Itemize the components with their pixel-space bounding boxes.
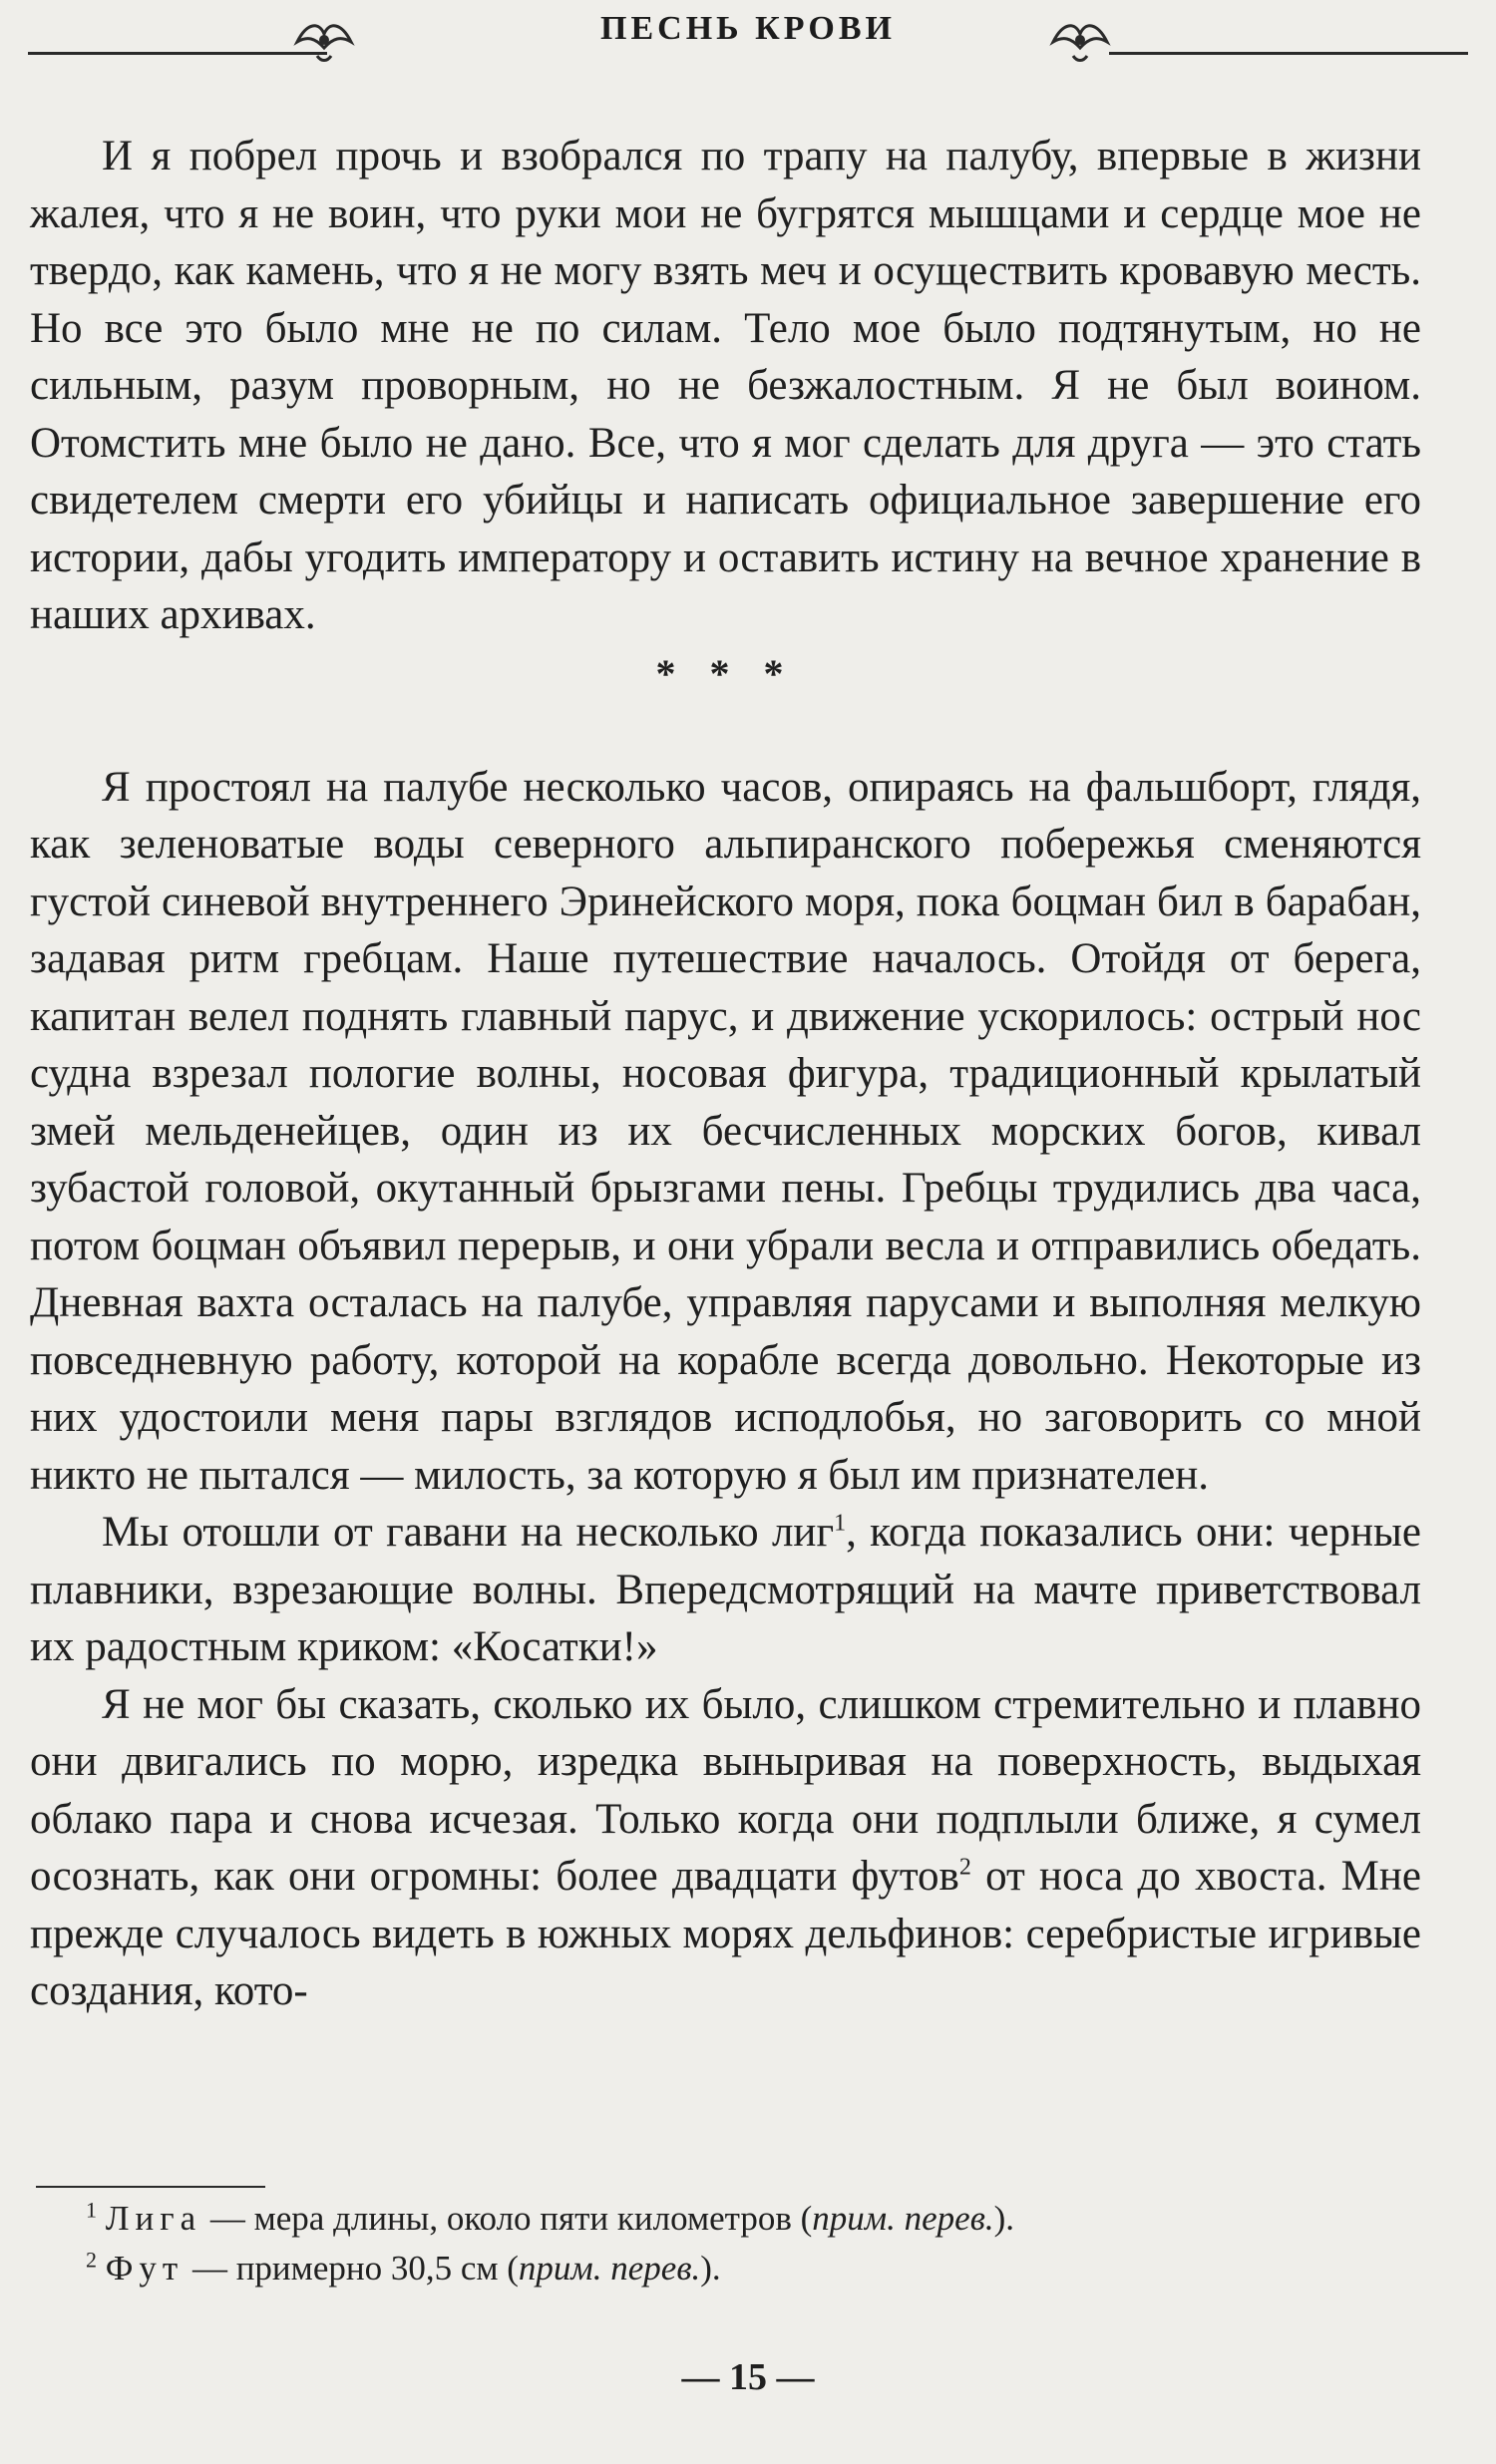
paragraph-text: от носа до хвоста. Мне прежде случалось видеть в южных морях дельфинов: серебристые игривые создания, кото- — [30, 1853, 1421, 2014]
footnote-rule — [36, 2186, 265, 2188]
paragraph-text: , когда показались они: черные плавники, взрезающие волны. Впередсмотрящий на мачте приветствовал их радостным криком: «Косатки!» — [30, 1509, 1422, 1670]
footnote — [86, 2194, 1382, 2244]
footnote — [86, 2244, 1382, 2293]
running-title: ПЕСНЬ КРОВИ — [600, 10, 896, 47]
footnote-text: — мера длины, около пяти километров ( — [201, 2199, 813, 2238]
paragraph: И я побрел прочь и взобрался по трапу на палубу, впервые в жизни жалея, что я не воин, что руки мои не бугрятся мышцами и сердце мое не твердо, как камень, что я не могу взять меч и осуществить кровавую месть. Но все это было мне не по силам. Тело мое было подтянутым, но не сильным, разум проворным, но не безжалостным. Я не был воином. Отомстить мне было не дано. Все, что я мог сделать для друга — это стать свидетелем смерти его убийцы и написать официальное завершение его истории, дабы угодить императору и оставить истину на вечное хранение в наших архивах. — [30, 133, 1421, 638]
paragraph: Я простоял на палубе несколько часов, опираясь на фальшборт, глядя, как зеленоватые воды северного альпиранского побережья сменяются густой синевой внутреннего Эринейского моря, пока боцман бил в барабан, задавая ритм гребцам. Наше путешествие началось. Отойдя от берега, капитан велел поднять главный парус, и движение ускорилось: острый нос судна взрезал пологие волны, носовая фигура, традиционный крылатый змей мельденейцев, один из их бесчисленных морских богов, кивал зубастой головой, окутанный брызгами пены. Гребцы трудились два часа, потом боцман объявил перерыв, и они убрали весла и отправились обедать. Дневная вахта осталась на палубе, управляя парусами и выполняя мелкую повседневную работу, которой на корабле всегда довольно. Некоторые из них удостоили меня пары взглядов исподлобья, но заговорить со мной никто не пытался — милость, за которую я был им признателен. — [30, 763, 1421, 1499]
paragraph-text: Мы отошли от гавани на несколько лиг — [102, 1509, 835, 1556]
header-rule-left — [28, 52, 327, 55]
fleuron-icon — [1045, 12, 1115, 68]
paragraph-text: Я не мог бы сказать, сколько их было, слишком стремительно и плавно они двигались по морю, изредка выныривая на поверхность, выдыхая облако пара и снова исчезая. Только когда они подплыли ближе, я сумел осознать, как они огромны: более двадцати футов — [30, 1680, 1421, 1900]
footnote-end: ). — [700, 2249, 721, 2288]
paragraph — [30, 1504, 1421, 1676]
header-rule-right — [1109, 52, 1468, 55]
footnote-ref: 2 — [958, 1854, 971, 1881]
footnote-number: 2 — [86, 2247, 97, 2273]
footnote-note: прим. перев. — [518, 2249, 701, 2288]
section-break: * * * — [655, 650, 796, 696]
running-head — [0, 0, 1496, 80]
footnote-term: Лига — [105, 2199, 202, 2238]
footnote-end: ). — [993, 2199, 1015, 2238]
footnote-number: 1 — [86, 2197, 97, 2223]
paragraph — [30, 1676, 1421, 2020]
footnote-ref: 1 — [834, 1510, 847, 1537]
body-text — [30, 128, 1421, 2020]
footnote-text: — примерно 30,5 см ( — [184, 2249, 519, 2288]
page-number: — 15 — — [681, 2356, 815, 2398]
footnote-term: Фут — [105, 2249, 185, 2288]
footnotes — [86, 2194, 1382, 2293]
footnote-note: прим. перев. — [812, 2199, 994, 2238]
